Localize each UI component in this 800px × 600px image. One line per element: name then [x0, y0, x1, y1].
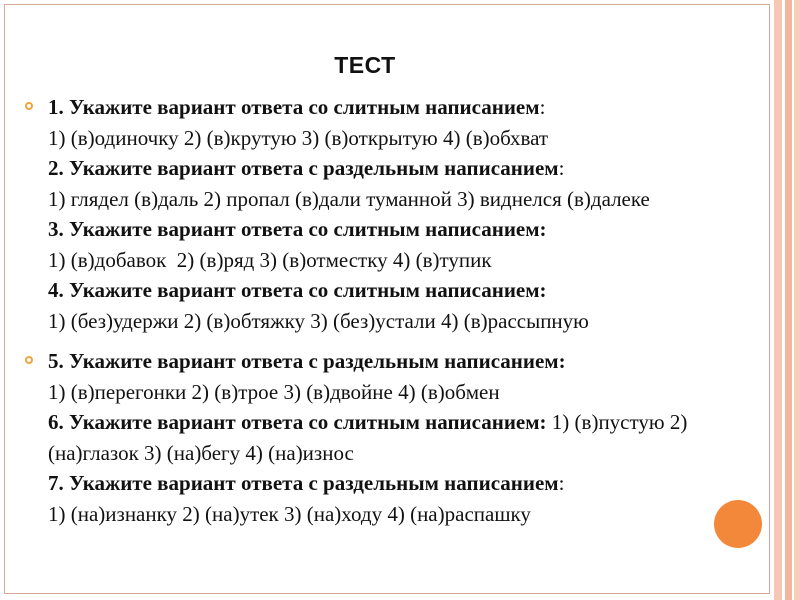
question-1: 1. Укажите вариант ответа со слитным написанием: — [48, 95, 546, 119]
question-2: 2. Укажите вариант ответа с раздельным написанием: — [48, 156, 565, 180]
options-6: 1) (в)пустую 2) (на)глазок 3) (на)бегу 4) (на)износ — [48, 410, 688, 465]
decorative-stripes — [770, 0, 800, 600]
options-2: 1) глядел (в)даль 2) пропал (в)дали туманной 3) виднелся (в)далеке — [48, 186, 650, 211]
options-4: 1) (без)удержи 2) (в)обтяжку 3) (без)устали 4) (в)рассыпную — [48, 308, 589, 333]
question-6-with-options — [48, 407, 718, 468]
question-3: 3. Укажите вариант ответа со слитным написанием: — [48, 217, 547, 241]
slide-content — [48, 92, 748, 529]
bullet-block-2 — [48, 346, 748, 529]
options-3: 1) (в)добавок 2) (в)ряд 3) (в)отместку 4) (в)тупик — [48, 247, 492, 272]
bullet-circle-icon — [25, 102, 33, 110]
bullet-block-1 — [48, 92, 748, 336]
question-6: 6. Укажите вариант ответа со слитным написанием: — [48, 410, 547, 434]
options-1: 1) (в)одиночку 2) (в)крутую 3) (в)открытую 4) (в)обхват — [48, 125, 549, 150]
decorative-orange-circle — [714, 500, 762, 548]
bullet-circle-icon — [25, 356, 33, 364]
question-5: 5. Укажите вариант ответа с раздельным написанием: — [48, 349, 566, 373]
options-5: 1) (в)перегонки 2) (в)трое 3) (в)двойне 4) (в)обмен — [48, 379, 500, 404]
question-7: 7. Укажите вариант ответа с раздельным написанием: — [48, 471, 565, 495]
slide-title: ТЕСТ — [334, 52, 396, 78]
question-4: 4. Укажите вариант ответа со слитным написанием: — [48, 278, 547, 302]
options-7: 1) (на)изнанку 2) (на)утек 3) (на)ходу 4) (на)распашку — [48, 501, 531, 526]
